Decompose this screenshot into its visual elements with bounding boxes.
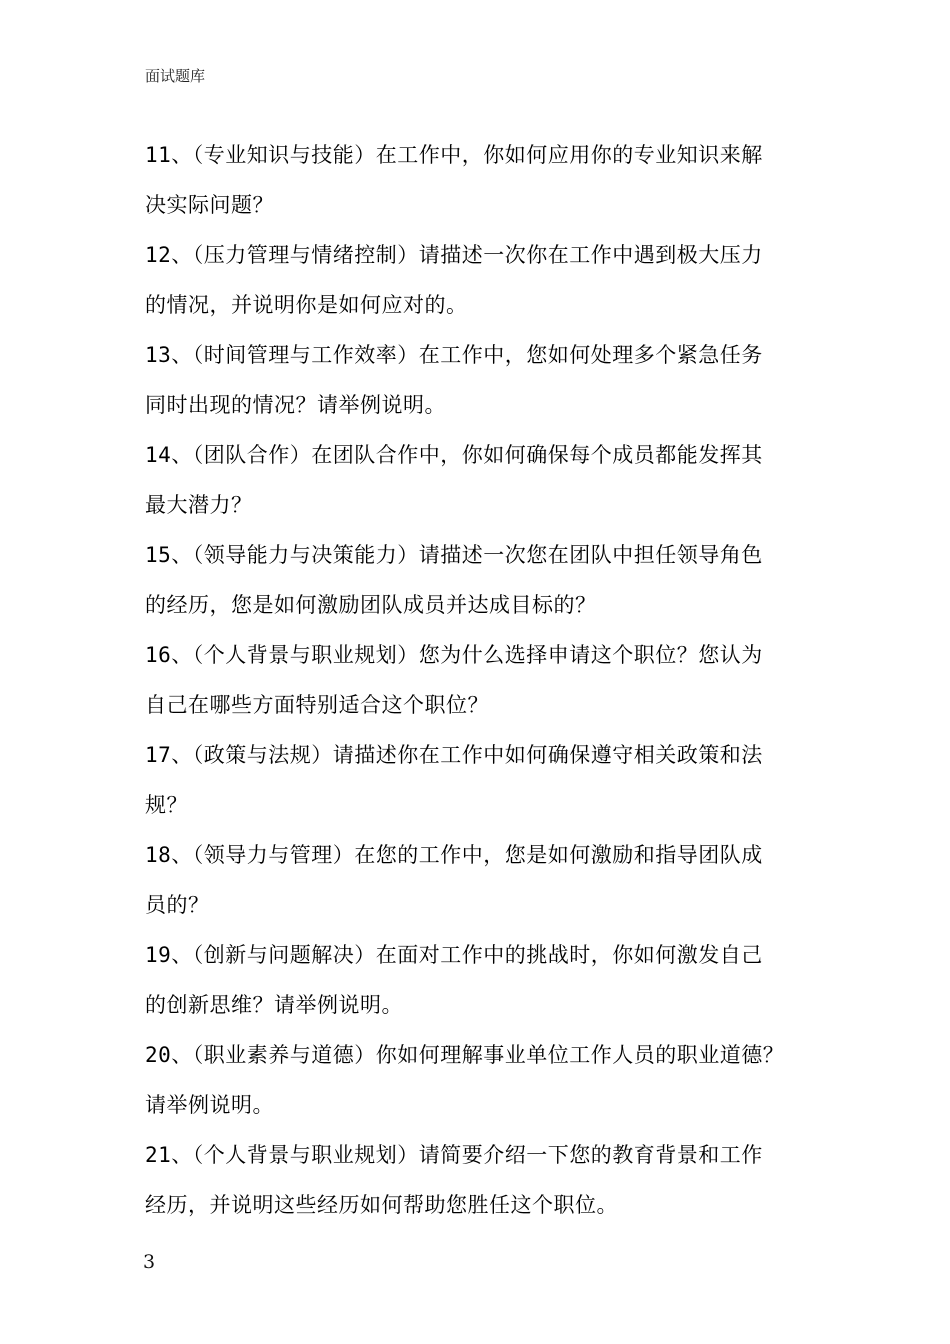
- question-text-line: 21、（个人背景与职业规划）请简要介绍一下您的教育背景和工作: [145, 1143, 763, 1167]
- page-number: 3: [143, 1251, 156, 1273]
- question-text-line: 自己在哪些方面特别适合这个职位？: [145, 693, 489, 717]
- question-text-line: 14、（团队合作）在团队合作中，你如何确保每个成员都能发挥其: [145, 443, 763, 467]
- question-text-line: 12、（压力管理与情绪控制）请描述一次你在工作中遇到极大压力: [145, 243, 763, 267]
- question-item: [145, 1130, 825, 1230]
- question-text-line: 的情况，并说明你是如何应对的。: [145, 293, 468, 317]
- question-item: [145, 530, 825, 630]
- question-text-line: 的创新思维？请举例说明。: [145, 993, 403, 1017]
- question-list: [145, 130, 825, 1230]
- question-item: [145, 130, 825, 230]
- question-text-line: 15、（领导能力与决策能力）请描述一次您在团队中担任领导角色: [145, 543, 763, 567]
- question-item: [145, 730, 825, 830]
- question-text-line: 18、（领导力与管理）在您的工作中，您是如何激励和指导团队成: [145, 843, 763, 867]
- question-text-line: 17、（政策与法规）请描述你在工作中如何确保遵守相关政策和法: [145, 743, 763, 767]
- question-item: [145, 830, 825, 930]
- page-header: 面试题库: [145, 67, 206, 85]
- question-text-line: 13、（时间管理与工作效率）在工作中，您如何处理多个紧急任务: [145, 343, 763, 367]
- question-item: [145, 930, 825, 1030]
- question-item: [145, 1030, 825, 1130]
- question-text-line: 请举例说明。: [145, 1093, 274, 1117]
- question-text-line: 11、（专业知识与技能）在工作中，你如何应用你的专业知识来解: [145, 143, 763, 167]
- question-item: [145, 630, 825, 730]
- question-item: [145, 230, 825, 330]
- question-text-line: 决实际问题？: [145, 193, 274, 217]
- question-text-line: 16、（个人背景与职业规划）您为什么选择申请这个职位？您认为: [145, 643, 763, 667]
- question-item: [145, 430, 825, 530]
- question-text-line: 同时出现的情况？请举例说明。: [145, 393, 446, 417]
- question-text-line: 经历，并说明这些经历如何帮助您胜任这个职位。: [145, 1193, 618, 1217]
- question-item: [145, 330, 825, 430]
- question-text-line: 的经历，您是如何激励团队成员并达成目标的？: [145, 593, 597, 617]
- question-text-line: 19、（创新与问题解决）在面对工作中的挑战时，你如何激发自己: [145, 943, 763, 967]
- question-text-line: 规？: [145, 793, 188, 817]
- question-text-line: 员的？: [145, 893, 210, 917]
- question-text-line: 20、（职业素养与道德）你如何理解事业单位工作人员的职业道德？: [145, 1043, 785, 1067]
- question-text-line: 最大潜力？: [145, 493, 253, 517]
